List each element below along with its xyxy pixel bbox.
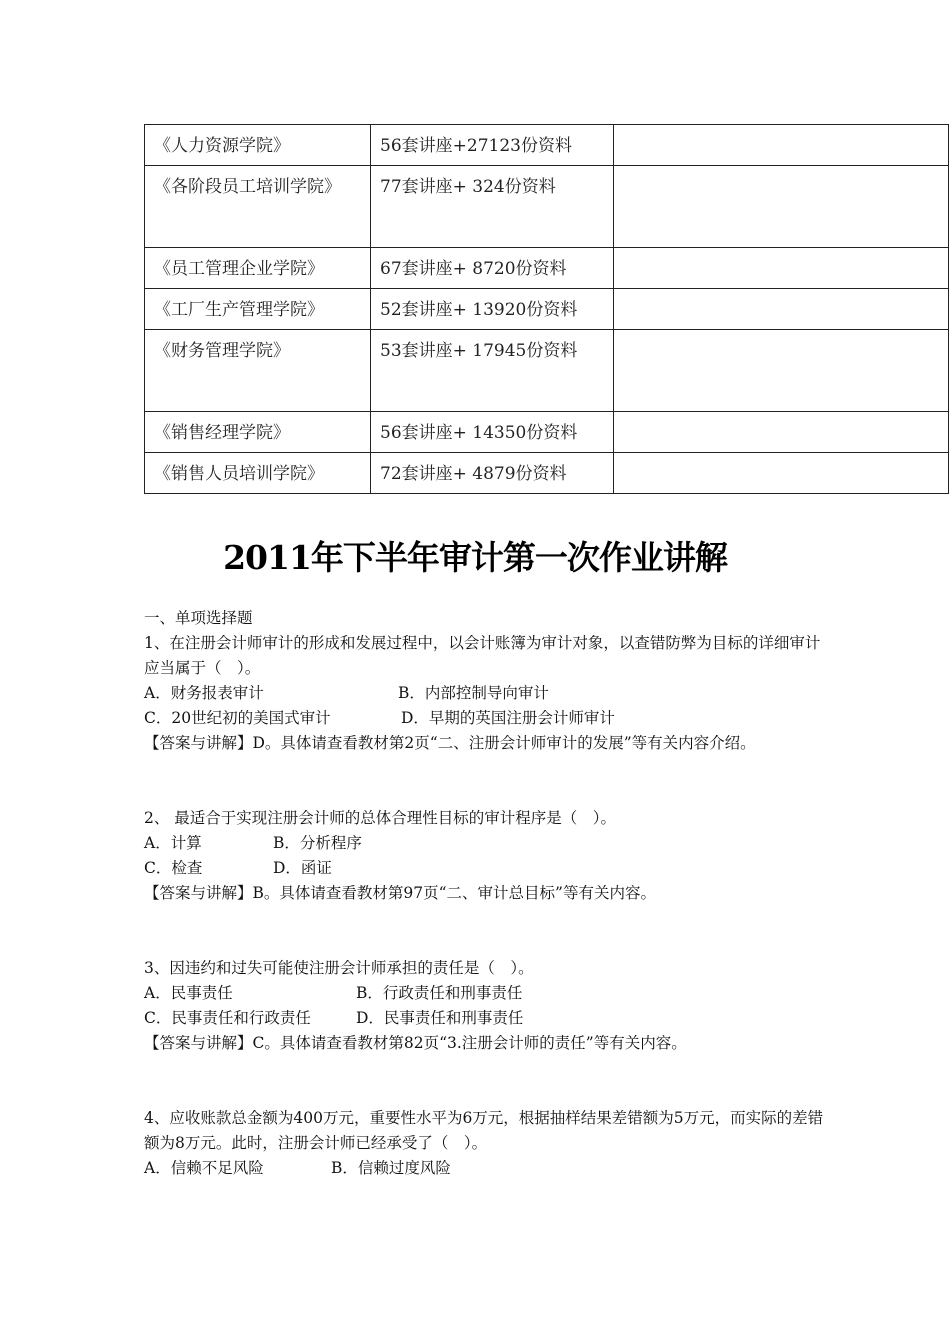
table-cell: 《销售人员培训学院》: [145, 453, 371, 494]
table-cell: [614, 330, 949, 412]
table-cell: 《人力资源学院》: [145, 125, 371, 166]
document-title: 2011年下半年审计第一次作业讲解: [223, 538, 727, 577]
question-stem: 3、因违约和过失可能使注册会计师承担的责任是（ ）。: [144, 959, 534, 977]
table-cell: [614, 166, 949, 248]
option-row: [144, 1006, 824, 1031]
option-b: B．行政责任和刑事责任: [356, 984, 523, 1002]
option-row: [144, 981, 824, 1006]
answer-explanation: 【答案与讲解】B。具体请查看教材第97页“二、审计总目标”等有关内容。: [144, 884, 656, 902]
option-d: D．函证: [273, 859, 332, 877]
table-cell: 《工厂生产管理学院》: [145, 289, 371, 330]
option-a: A．计算: [144, 834, 202, 852]
option-row: [144, 1156, 824, 1181]
table-cell: 《员工管理企业学院》: [145, 248, 371, 289]
document-body: [144, 606, 824, 1181]
table-row: [145, 248, 949, 289]
table-row: [145, 330, 949, 412]
answer-explanation: 【答案与讲解】D。具体请查看教材第2页“二、注册会计师审计的发展”等有关内容介绍。: [144, 734, 756, 752]
option-b: B．信赖过度风险: [331, 1159, 451, 1177]
table-cell: [614, 453, 949, 494]
table-cell: [614, 248, 949, 289]
option-row: [144, 706, 824, 731]
option-a: A．信赖不足风险: [144, 1159, 264, 1177]
table-cell: [614, 125, 949, 166]
table-cell: 《财务管理学院》: [145, 330, 371, 412]
question-stem: 4、应收账款总金额为400万元，重要性水平为6万元，根据抽样结果差错额为5万元，而实际的差错额为8万元。此时，注册会计师已经承受了（ ）。: [144, 1109, 824, 1152]
section-heading: 一、单项选择题: [144, 609, 253, 627]
table-cell: 53套讲座+ 17945份资料: [371, 330, 614, 412]
option-c: C．20世纪初的美国式审计: [144, 709, 331, 727]
table-cell: 《各阶段员工培训学院》: [145, 166, 371, 248]
option-row: [144, 681, 824, 706]
table-row: [145, 453, 949, 494]
table-cell: 77套讲座+ 324份资料: [371, 166, 614, 248]
option-c: C．检查: [144, 859, 203, 877]
table-row: [145, 412, 949, 453]
option-d: D．民事责任和刑事责任: [356, 1009, 524, 1027]
question-stem: 1、在注册会计师审计的形成和发展过程中，以会计账簿为审计对象，以查错防弊为目标的详细审计应当属于（ ）。: [144, 634, 821, 677]
option-d: D．早期的英国注册会计师审计: [401, 709, 615, 727]
table-cell: 《销售经理学院》: [145, 412, 371, 453]
question-stem: 2、 最适合于实现注册会计师的总体合理性目标的审计程序是（ ）。: [144, 809, 617, 827]
resource-table: [144, 124, 949, 494]
table-cell: 67套讲座+ 8720份资料: [371, 248, 614, 289]
table-cell: [614, 412, 949, 453]
table-cell: 52套讲座+ 13920份资料: [371, 289, 614, 330]
table-row: [145, 289, 949, 330]
answer-explanation: 【答案与讲解】C。具体请查看教材第82页“3.注册会计师的责任”等有关内容。: [144, 1034, 687, 1052]
table-row: [145, 125, 949, 166]
table-cell: [614, 289, 949, 330]
option-row: [144, 831, 824, 856]
table-row: [145, 166, 949, 248]
option-c: C．民事责任和行政责任: [144, 1009, 311, 1027]
table-cell: 56套讲座+27123份资料: [371, 125, 614, 166]
option-a: A．财务报表审计: [144, 684, 264, 702]
option-a: A．民事责任: [144, 984, 233, 1002]
option-b: B．分析程序: [273, 834, 362, 852]
table-cell: 56套讲座+ 14350份资料: [371, 412, 614, 453]
option-row: [144, 856, 824, 881]
option-b: B．内部控制导向审计: [398, 684, 549, 702]
table-cell: 72套讲座+ 4879份资料: [371, 453, 614, 494]
